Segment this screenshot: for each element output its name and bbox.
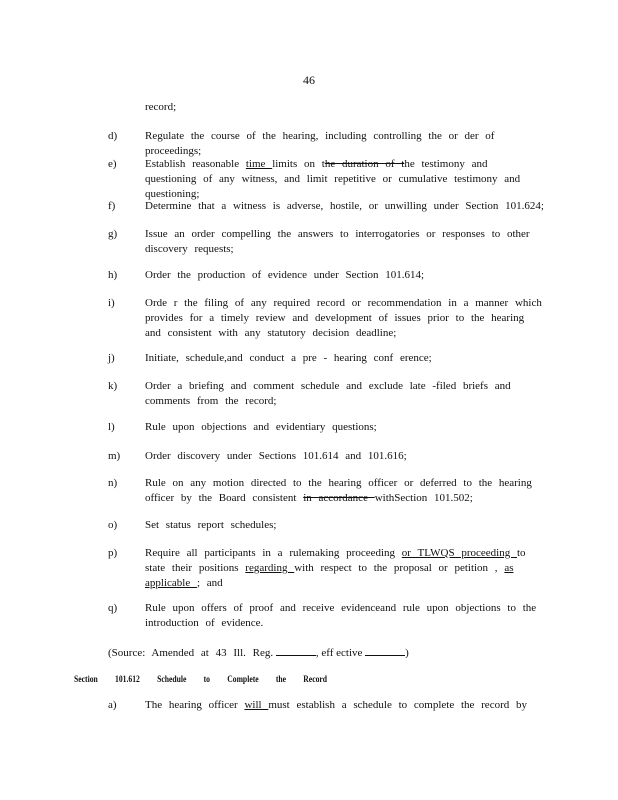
text-segment: to state their positions: [145, 547, 526, 574]
item-text: [145, 129, 545, 159]
item-text: [145, 227, 545, 257]
item-line: Rule upon objections and evidentiary questions;: [145, 421, 377, 433]
item-text: [145, 268, 545, 283]
text-segment: time: [245, 158, 273, 170]
item-line: Order a briefing and comment schedule and exclude late -filed briefs and comments from the record;: [145, 380, 511, 407]
text-segment: Establish reasonable: [145, 158, 246, 170]
page-number: 46: [303, 73, 315, 87]
source-prefix: (Source: Amended at 43 Ill. Reg.: [108, 647, 274, 659]
blank-effective: [365, 645, 405, 656]
text-segment: Require all participants in a rulemaking proceeding: [145, 547, 402, 559]
item-line: Orde r the filing of any required record or recommendation in a manner which provides for a timely review and development of issues prior to the hearing and consistent with any statutory decision deadline;: [145, 297, 542, 339]
item-label: q): [108, 602, 118, 614]
item-label: e): [108, 158, 117, 170]
item-text: [145, 698, 545, 713]
text-segment: or TLWQS proceeding: [401, 547, 517, 559]
item-label: o): [108, 519, 118, 531]
item-text: [145, 296, 545, 341]
item-label: i): [108, 297, 115, 309]
text-segment: The hearing officer: [145, 699, 245, 711]
text-segment: with respect to the proposal or petition ,: [294, 562, 505, 574]
blank-register: [276, 645, 316, 656]
item-label: d): [108, 130, 118, 142]
continuation-text: record;: [145, 101, 177, 113]
text-segment: ; and: [196, 577, 223, 589]
item-line: Order the production of evidence under Section 101.614;: [145, 269, 425, 281]
text-segment: he testimony and questioning of any witness, and limit repetitive or cumulative testimony and questioning;: [145, 158, 521, 200]
item-label: f): [108, 200, 116, 212]
item-text: [145, 351, 545, 366]
source-mid: , eff ective: [315, 647, 363, 659]
item-label: h): [108, 269, 118, 281]
item-text: [145, 157, 545, 202]
text-segment: will: [244, 699, 269, 711]
item-text: [145, 420, 545, 435]
item-line: Rule upon offers of proof and receive evidenceand rule upon objections to the introduction of evidence.: [145, 602, 537, 629]
item-line: Initiate, schedule,and conduct a pre - hearing conf erence;: [145, 352, 432, 364]
text-segment: regarding: [245, 562, 295, 574]
item-text: [145, 518, 545, 533]
item-label: n): [108, 477, 118, 489]
text-segment: Rule on any motion directed to the hearing officer or deferred to the hearing officer by the Board consistent: [145, 477, 532, 504]
item-label: g): [108, 228, 118, 240]
item-line: Set status report schedules;: [145, 519, 277, 531]
item-text: [145, 601, 545, 631]
item-text: [145, 476, 545, 506]
item-line: Determine that a witness is adverse, hostile, or unwilling under Section 101.624;: [145, 200, 544, 212]
source-suffix: ): [405, 647, 409, 659]
item-text: [145, 546, 545, 591]
item-label: a): [108, 699, 117, 711]
item-label: l): [108, 421, 115, 433]
item-label: p): [108, 547, 118, 559]
item-text: [145, 449, 545, 464]
item-line: Issue an order compelling the answers to interrogatories or responses to other discovery requests;: [145, 228, 530, 255]
text-segment: must establish a schedule to complete the record by: [268, 699, 527, 711]
item-line: Order discovery under Sections 101.614 and 101.616;: [145, 450, 407, 462]
item-text: [145, 199, 545, 214]
text-segment: limits on t: [272, 158, 325, 170]
text-segment: he duration of t: [324, 158, 405, 170]
text-segment: as applicable: [145, 562, 514, 589]
section-heading: Section 101.612 Schedule to Complete the Record: [74, 674, 328, 684]
item-label: m): [108, 450, 121, 462]
item-text: [145, 379, 545, 409]
item-label: j): [108, 352, 115, 364]
source-note: [108, 645, 409, 659]
text-segment: withSection 101.502;: [374, 492, 473, 504]
item-line: Regulate the course of the hearing, including controlling the or der of proceedings;: [145, 130, 495, 157]
text-segment: in accordance: [303, 492, 375, 504]
item-label: k): [108, 380, 118, 392]
